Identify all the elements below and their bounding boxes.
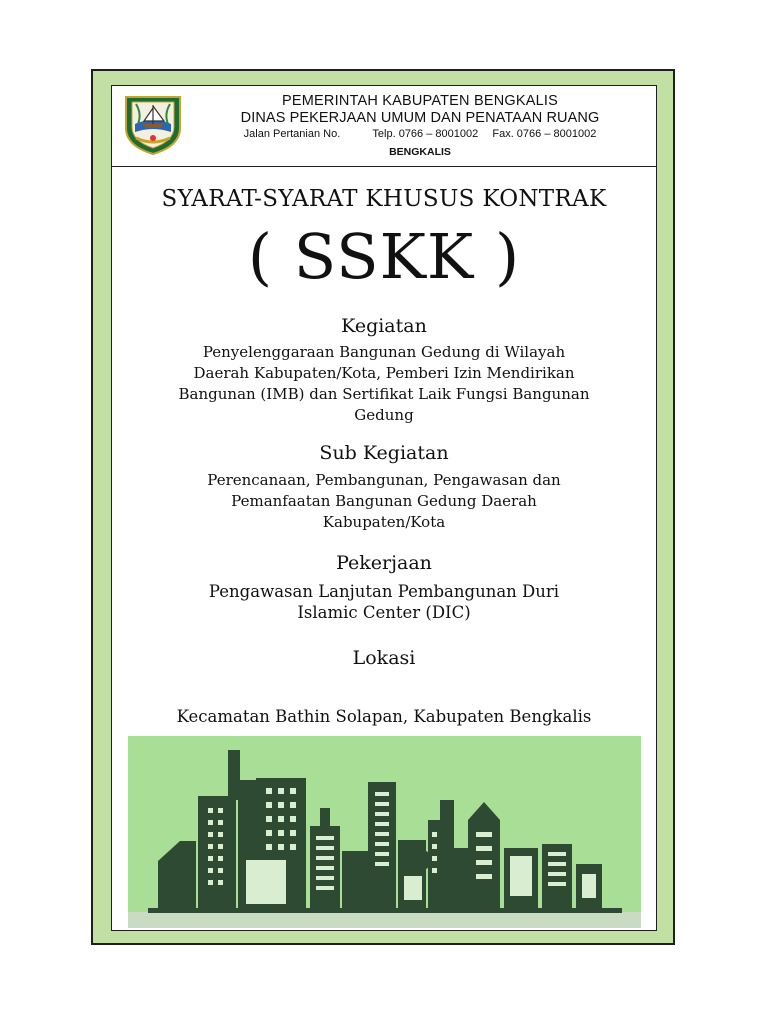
document-code: ( SSKK ) [247,220,521,293]
letterhead-contact [190,128,650,140]
letterhead-government: PEMERINTAH KABUPATEN BENGKALIS [282,93,558,109]
section-text-sub-kegiatan [120,470,648,533]
section-label-kegiatan: Kegiatan [341,315,427,337]
text-line: Islamic Center (DIC) [297,603,471,622]
section-text-kegiatan [120,342,648,426]
letterhead-fax: Fax. 0766 – 8001002 [492,128,597,140]
letterhead-phone: Telp. 0766 – 8001002 [372,128,479,140]
text-line: Bangunan (IMB) dan Sertifikat Laik Fungsi Bangunan [178,385,590,403]
text-line: Kabupaten/Kota [322,513,446,531]
document-title: SYARAT-SYARAT KHUSUS KONTRAK [161,186,607,212]
section-label-sub-kegiatan: Sub Kegiatan [319,442,449,464]
bengkalis-regency-emblem-icon [122,94,184,156]
text-line: Gedung [354,406,414,424]
letterhead-address: Jalan Pertanian No. [243,128,341,140]
letterhead-city: BENGKALIS [389,146,451,158]
text-line: Pemanfaatan Bangunan Gedung Daerah [231,492,537,510]
section-text-pekerjaan [120,581,648,623]
city-skyline-icon [128,736,641,928]
text-line: Penyelenggaraan Bangunan Gedung di Wilayah [202,343,566,361]
text-line: Perencanaan, Pembangunan, Pengawasan dan [207,471,561,489]
letterhead-department: DINAS PEKERJAAN UMUM DAN PENATAAN RUANG [240,110,600,126]
section-label-lokasi: Lokasi [352,647,416,669]
section-label-pekerjaan: Pekerjaan [336,552,432,574]
text-line: Daerah Kabupaten/Kota, Pemberi Izin Mendirikan [193,364,575,382]
section-text-lokasi: Kecamatan Bathin Solapan, Kabupaten Bengkalis [176,707,592,726]
text-line: Pengawasan Lanjutan Pembangunan Duri [208,582,560,601]
